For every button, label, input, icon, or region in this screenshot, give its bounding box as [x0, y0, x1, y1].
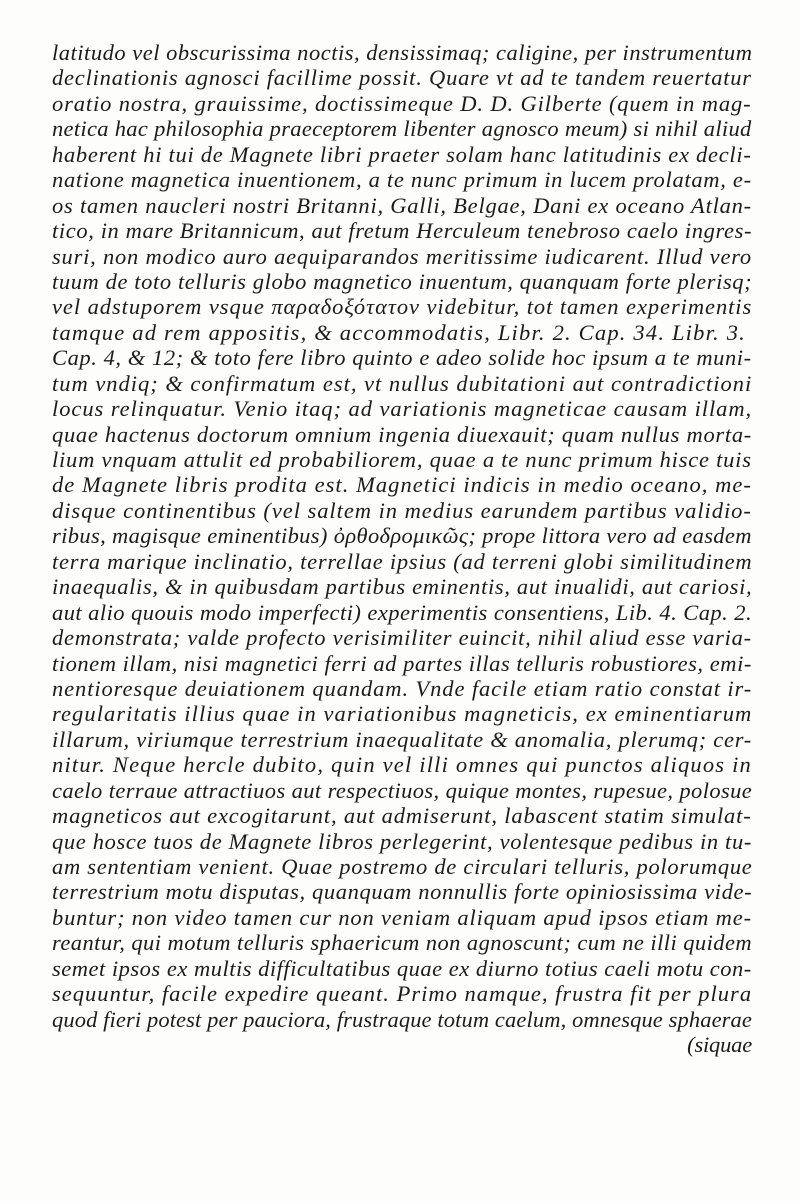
- text-line: terrestrium motu disputas, quanquam nonnullis forte opiniosissima vide-: [52, 879, 753, 905]
- text-line: declinationis agnosci facillime possit. Quare vt ad te tandem reuertatur: [52, 65, 752, 91]
- text-line: sequuntur, facile expedire queant. Primo namque, frustra fit per plura: [52, 981, 753, 1007]
- text-line: am sententiam venient. Quae postremo de circulari telluris, polorumque: [52, 854, 753, 879]
- text-line: (siquae: [687, 1032, 752, 1058]
- text-line: tamque ad rem appositis, & accommodatis, Libr. 2. Cap. 34. Libr. 3.: [52, 319, 746, 345]
- text-line: quae hactenus doctorum omnium ingenia diuexauit; quam nullus morta-: [52, 421, 752, 447]
- text-line: nentioresque deuiationem quandam. Vnde facile etiam ratio constat ir-: [52, 675, 753, 701]
- text-line: netica hac philosophia praeceptorem libenter agnosco meum) si nihil aliud: [52, 116, 752, 142]
- text-line: Cap. 4, & 12; & toto fere libro quinto e adeo solide hoc ipsum a te muni-: [52, 345, 752, 371]
- text-line: lium vnquam attulit ed probabiliorem, quae a te nunc primum hisce tuis: [52, 447, 752, 472]
- text-line: buntur; non video tamen cur non veniam aliquam apud ipsos etiam me-: [52, 904, 752, 930]
- text-line: de Magnete libris prodita est. Magnetici indicis in medio oceano, me-: [52, 472, 752, 498]
- body-text: [52, 40, 764, 1058]
- text-line: nitur. Neque hercle dubito, quin vel illi omnes qui punctos aliquos in: [52, 752, 752, 778]
- text-line: inaequalis, & in quibusdam partibus eminentis, aut inualidi, aut cariosi,: [52, 574, 753, 600]
- text-line: regularitatis illius quae in variationibus magneticis, ex eminentiarum: [52, 701, 753, 727]
- text-line: semet ipsos ex multis difficultatibus quae ex diurno totius caeli motu con-: [52, 955, 752, 981]
- text-line: tum vndiq; & confirmatum est, vt nullus dubitationi aut contradictioni: [52, 370, 753, 396]
- text-line: caelo terraue attractiuos aut respectiuos, quique montes, rupesue, polosue: [52, 777, 753, 803]
- text-line: tuum de toto telluris globo magnetico inuentum, quanquam forte plerisq;: [52, 268, 753, 294]
- text-line: reantur, qui motum telluris sphaericum non agnoscunt; cum ne illi quidem: [52, 930, 753, 956]
- text-line: haberent hi tui de Magnete libri praeter solam hanc latitudinis ex decli-: [52, 141, 752, 167]
- text-line: que hosce tuos de Magnete libros perlegerint, volentesque pedibus in tu-: [52, 828, 752, 854]
- text-line: quod fieri potest per pauciora, frustraque totum caelum, omnesque sphaerae: [52, 1006, 753, 1032]
- text-line: illarum, viriumque terrestrium inaequalitate & anomalia, plerumq; cer-: [52, 726, 753, 752]
- text-line: suri, non modico auro aequiparandos meritissime iudicarent. Illud vero: [52, 243, 752, 269]
- text-line: ribus, magisque eminentibus) ὀρθοδρομικῶς; prope littora vero ad easdem: [52, 523, 752, 549]
- text-line: magneticos aut excogitarunt, aut admiserunt, labascent statim simulat-: [52, 803, 752, 829]
- text-line: aut alio quouis modo imperfecti) experimentis consentiens, Lib. 4. Cap. 2.: [52, 599, 753, 625]
- text-line: tionem illam, nisi magnetici ferri ad partes illas telluris robustiores, emi-: [52, 650, 752, 676]
- text-line: natione magnetica inuentionem, a te nunc primum in lucem prolatam, e-: [52, 167, 752, 193]
- text-line: demonstrata; valde profecto verisimiliter euincit, nihil aliud esse varia-: [52, 625, 752, 651]
- text-line: vel adstuporem vsque παραδοξότατον videbitur, tot tamen experimentis: [52, 294, 753, 320]
- text-line: disque continentibus (vel saltem in medius earundem partibus validio-: [52, 497, 752, 523]
- text-line: locus relinquatur. Venio itaq; ad variationis magneticae causam illam,: [52, 396, 753, 422]
- text-line: latitudo vel obscurissima noctis, densissimaq; caligine, per instrumentum: [52, 40, 753, 65]
- text-line: tico, in mare Britannicum, aut fretum Herculeum tenebroso caelo ingres-: [52, 218, 753, 244]
- text-line: oratio nostra, grauissime, doctissimeque D. D. Gilberte (quem in mag-: [52, 90, 752, 116]
- text-line: os tamen naucleri nostri Britanni, Galli, Belgae, Dani ex oceano Atlan-: [52, 192, 752, 218]
- text-line: terra marique inclinatio, terrellae ipsius (ad terreni globi similitudinem: [52, 548, 753, 574]
